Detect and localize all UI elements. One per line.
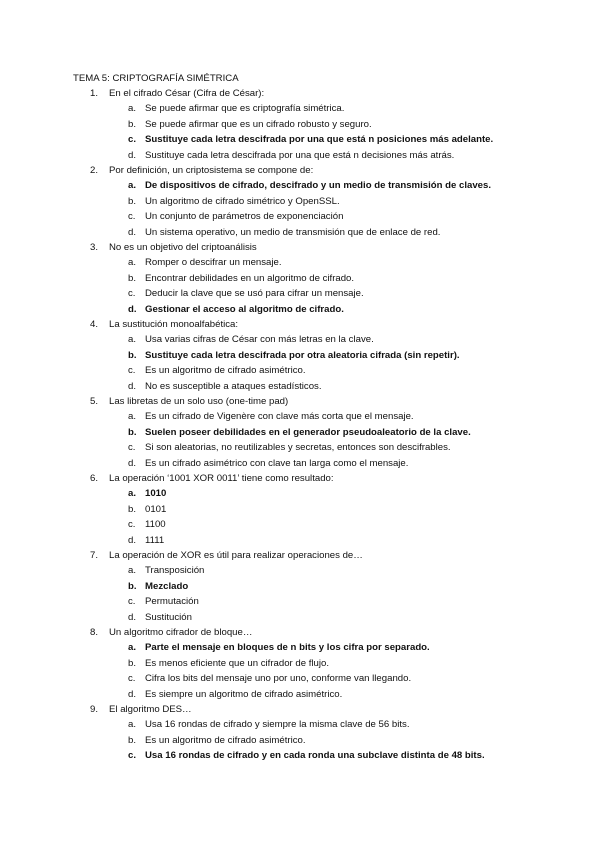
question-item: [0, 319, 600, 335]
option-text: 1111: [145, 534, 165, 546]
answer-option: [0, 735, 600, 751]
answer-option: [0, 689, 600, 705]
option-text: Encontrar debilidades en un algoritmo de cifrado.: [145, 272, 355, 284]
answer-option: [0, 719, 600, 735]
document-title: TEMA 5: CRIPTOGRAFÍA SIMÉTRICA: [73, 73, 239, 84]
option-letter: b.: [128, 272, 137, 284]
answer-option-correct: [0, 304, 600, 320]
answer-option-correct: [0, 180, 600, 196]
answer-option: [0, 119, 600, 135]
option-letter: d.: [128, 457, 137, 469]
option-text: Sustituye cada letra descifrada por una que está n decisiones más atrás.: [145, 149, 455, 161]
answer-option-correct: [0, 581, 600, 597]
option-text: Usa varias cifras de César con más letras en la clave.: [145, 334, 374, 346]
option-text: No es susceptible a ataques estadísticos.: [145, 380, 322, 392]
option-letter: a.: [128, 180, 137, 192]
option-text: De dispositivos de cifrado, descifrado y un medio de transmisión de claves.: [145, 180, 492, 192]
answer-option-correct: [0, 134, 600, 150]
question-item: [0, 704, 600, 720]
question-item: [0, 473, 600, 489]
option-letter: c.: [128, 442, 136, 454]
question-item: [0, 550, 600, 566]
option-text: Permutación: [145, 596, 199, 608]
question-number: 9.: [90, 704, 99, 715]
option-text: Es siempre un algoritmo de cifrado asimétrico.: [145, 688, 343, 700]
answer-option: [0, 381, 600, 397]
option-text: Es un cifrado asimétrico con clave tan larga como el mensaje.: [145, 457, 409, 469]
question-item: [0, 165, 600, 181]
question-number: 1.: [90, 88, 99, 99]
option-text: Deducir la clave que se usó para cifrar un mensaje.: [145, 288, 364, 300]
option-letter: a.: [128, 642, 137, 654]
question-item: [0, 242, 600, 258]
option-letter: b.: [128, 118, 137, 130]
option-letter: d.: [128, 149, 137, 161]
option-text: Es un cifrado de Vigenère con clave más corta que el mensaje.: [145, 411, 414, 423]
answer-option-correct: [0, 750, 600, 766]
answer-option: [0, 458, 600, 474]
answer-option: [0, 565, 600, 581]
option-letter: a.: [128, 719, 137, 731]
option-text: Un algoritmo de cifrado simétrico y OpenSSL.: [145, 195, 340, 207]
answer-option: [0, 612, 600, 628]
option-text: Es un algoritmo de cifrado asimétrico.: [145, 734, 306, 746]
answer-option: [0, 442, 600, 458]
option-text: Transposición: [145, 565, 205, 577]
option-letter: d.: [128, 380, 137, 392]
option-text: 1100: [145, 519, 166, 531]
option-text: Es menos eficiente que un cifrador de flujo.: [145, 657, 329, 669]
option-letter: b.: [128, 657, 137, 669]
option-letter: a.: [128, 103, 137, 115]
answer-option: [0, 365, 600, 381]
option-letter: c.: [128, 365, 136, 377]
answer-option: [0, 658, 600, 674]
option-text: Usa 16 rondas de cifrado y en cada ronda una subclave distinta de 48 bits.: [145, 750, 485, 762]
option-letter: d.: [128, 303, 137, 315]
option-letter: b.: [128, 734, 137, 746]
option-text: Un conjunto de parámetros de exponenciación: [145, 211, 344, 223]
answer-option: [0, 150, 600, 166]
option-letter: b.: [128, 195, 137, 207]
question-number: 7.: [90, 550, 99, 561]
option-text: Parte el mensaje en bloques de n bits y los cifra por separado.: [145, 642, 430, 654]
option-text: Si son aleatorias, no reutilizables y secretas, entonces son descifrables.: [145, 442, 451, 454]
option-letter: b.: [128, 580, 137, 592]
option-letter: c.: [128, 211, 136, 223]
option-text: Se puede afirmar que es criptografía simétrica.: [145, 103, 345, 115]
answer-option-correct: [0, 488, 600, 504]
option-letter: d.: [128, 226, 137, 238]
answer-option: [0, 673, 600, 689]
question-number: 3.: [90, 242, 99, 253]
question-item: [0, 88, 600, 104]
option-text: Mezclado: [145, 580, 189, 592]
question-number: 5.: [90, 396, 99, 407]
option-letter: d.: [128, 534, 137, 546]
option-letter: b.: [128, 349, 137, 361]
answer-option-correct: [0, 350, 600, 366]
option-letter: d.: [128, 611, 137, 623]
question-number: 2.: [90, 165, 99, 176]
answer-option: [0, 504, 600, 520]
option-text: Un sistema operativo, un medio de transmisión que de enlace de red.: [145, 226, 441, 238]
answer-option-correct: [0, 642, 600, 658]
option-text: Sustitución: [145, 611, 192, 623]
option-letter: a.: [128, 488, 137, 500]
question-text: La operación de XOR es útil para realizar operaciones de…: [109, 550, 363, 561]
option-text: Es un algoritmo de cifrado asimétrico.: [145, 365, 306, 377]
answer-option: [0, 519, 600, 535]
option-text: Sustituye cada letra descifrada por otra aleatoria cifrada (sin repetir).: [145, 349, 460, 361]
option-letter: a.: [128, 257, 137, 269]
answer-option: [0, 211, 600, 227]
option-letter: a.: [128, 411, 137, 423]
answer-option: [0, 257, 600, 273]
answer-option: [0, 535, 600, 551]
option-text: Gestionar el acceso al algoritmo de cifrado.: [145, 303, 344, 315]
answer-option: [0, 196, 600, 212]
question-text: La operación ‘1001 XOR 0011’ tiene como resultado:: [109, 473, 334, 484]
question-text: El algoritmo DES…: [109, 704, 192, 715]
option-letter: a.: [128, 565, 137, 577]
answer-option: [0, 227, 600, 243]
option-text: Usa 16 rondas de cifrado y siempre la misma clave de 56 bits.: [145, 719, 410, 731]
question-number: 8.: [90, 627, 99, 638]
option-letter: a.: [128, 334, 137, 346]
answer-option: [0, 273, 600, 289]
option-letter: c.: [128, 134, 137, 146]
option-text: Cifra los bits del mensaje uno por uno, conforme van llegando.: [145, 673, 412, 685]
option-text: Sustituye cada letra descifrada por una que está n posiciones más adelante.: [145, 134, 494, 146]
question-text: No es un objetivo del criptoanálisis: [109, 242, 257, 253]
option-letter: b.: [128, 426, 137, 438]
answer-option: [0, 103, 600, 119]
question-text: Las libretas de un solo uso (one-time pad): [109, 396, 289, 407]
question-number: 4.: [90, 319, 99, 330]
option-text: Se puede afirmar que es un cifrado robusto y seguro.: [145, 118, 372, 130]
option-text: 0101: [145, 503, 167, 515]
option-text: Romper o descifrar un mensaje.: [145, 257, 282, 269]
answer-option: [0, 288, 600, 304]
option-letter: c.: [128, 519, 136, 531]
answer-option: [0, 596, 600, 612]
question-number: 6.: [90, 473, 99, 484]
option-letter: c.: [128, 596, 136, 608]
option-letter: c.: [128, 750, 137, 762]
option-letter: c.: [128, 288, 136, 300]
question-item: [0, 396, 600, 412]
question-text: La sustitución monoalfabética:: [109, 319, 239, 330]
question-item: [0, 627, 600, 643]
question-text: Por definición, un criptosistema se compone de:: [109, 165, 314, 176]
option-letter: d.: [128, 688, 137, 700]
option-text: 1010: [145, 488, 167, 500]
answer-option-correct: [0, 427, 600, 443]
question-text: En el cifrado César (Cifra de César):: [109, 88, 265, 99]
answer-option: [0, 411, 600, 427]
question-text: Un algoritmo cifrador de bloque…: [109, 627, 253, 638]
option-letter: b.: [128, 503, 137, 515]
option-letter: c.: [128, 673, 136, 685]
answer-option: [0, 334, 600, 350]
option-text: Suelen poseer debilidades en el generador pseudoaleatorio de la clave.: [145, 426, 471, 438]
